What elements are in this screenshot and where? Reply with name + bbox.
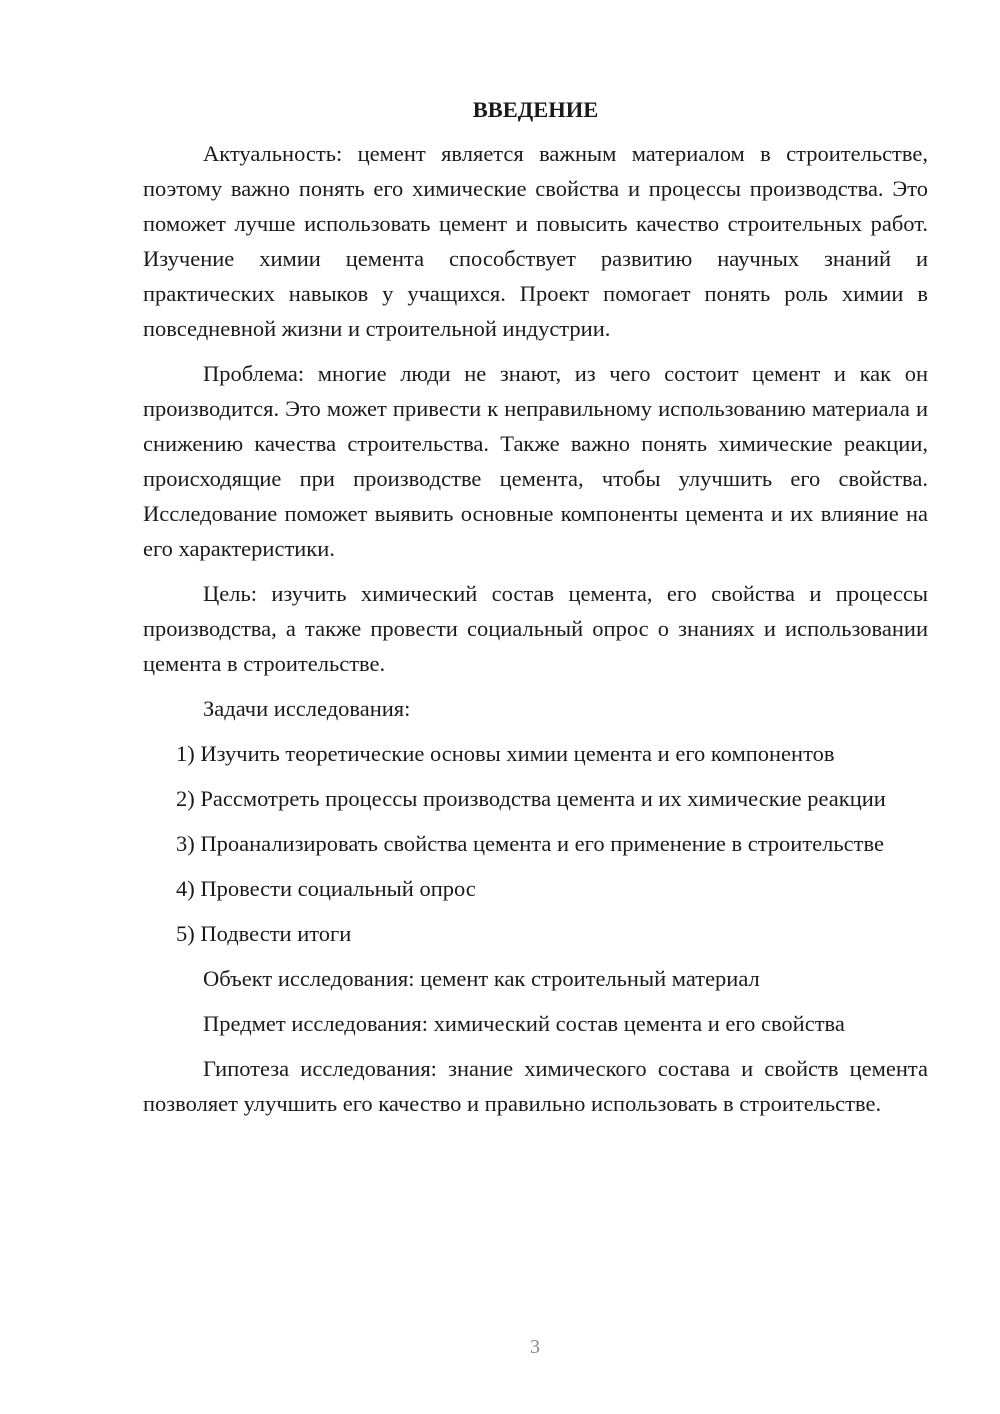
page-content xyxy=(143,90,928,1131)
hypothesis-paragraph: Гипотеза исследования: знание химического состава и свойств цемента позволяет улучшить его качество и правильно использовать в строительстве. xyxy=(143,1056,928,1116)
problem-paragraph: Проблема: многие люди не знают, из чего состоит цемент и как он производится. Это может привести к неправильному использованию материала и снижению качества строительства. Также важно понять химические реакции, происходящие при производстве цемента, чтобы улучшить его свойства. Исследование поможет выявить основные компоненты цемента и их влияние на его характеристики. xyxy=(143,361,928,561)
task-item: 2) Рассмотреть процессы производства цемента и их химические реакции xyxy=(176,786,886,811)
page-number: 3 xyxy=(530,1336,540,1358)
task-item: 1) Изучить теоретические основы химии цемента и его компонентов xyxy=(176,741,835,766)
task-item: 4) Провести социальный опрос xyxy=(176,876,476,901)
task-item: 3) Проанализировать свойства цемента и его применение в строительстве xyxy=(176,831,884,856)
page-title: ВВЕДЕНИЕ xyxy=(472,97,599,122)
task-item: 5) Подвести итоги xyxy=(176,921,352,946)
goal-paragraph: Цель: изучить химический состав цемента, его свойства и процессы производства, а также провести социальный опрос о знаниях и использовании цемента в строительстве. xyxy=(143,581,928,676)
object-paragraph: Объект исследования: цемент как строительный материал xyxy=(203,966,760,991)
tasks-heading: Задачи исследования: xyxy=(203,696,411,721)
relevance-paragraph: Актуальность: цемент является важным материалом в строительстве, поэтому важно понять его химические свойства и процессы производства. Это поможет лучше использовать цемент и повысить качество строительных работ. Изучение химии цемента способствует развитию научных знаний и практических навыков у учащихся. Проект помогает понять роль химии в повседневной жизни и строительной индустрии. xyxy=(143,141,928,341)
subject-paragraph: Предмет исследования: химический состав цемента и его свойства xyxy=(203,1011,845,1036)
